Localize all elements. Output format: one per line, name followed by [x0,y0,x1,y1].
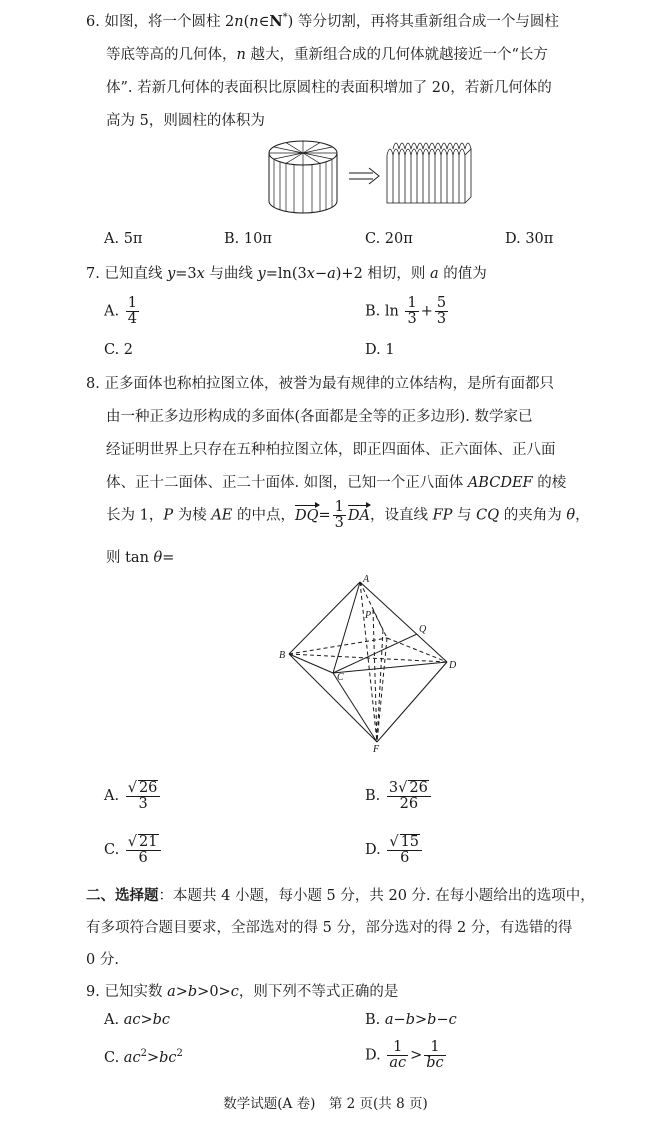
text: y [167,266,176,282]
text: 3 [138,796,148,813]
q6-option-d[interactable]: D. 30π [505,231,554,247]
text: * [282,12,288,24]
numerator [387,834,422,851]
text: =ln(3 [265,266,307,282]
octahedron-figure [275,572,465,754]
text: 体、正十二面体、正二十面体. 如图，已知一个正八面体 [106,475,468,491]
text: b [187,984,198,1000]
text: a [384,1012,394,1028]
text: 1 [424,1040,445,1056]
text: 的棱 [532,475,567,491]
text: 26 [399,796,419,813]
text: 1 [387,1040,408,1056]
text: 的中点， [232,507,295,524]
text: a [430,266,439,282]
text: > [410,1047,423,1064]
vertex-label-f: F [373,744,380,754]
text: ac [123,1012,141,1028]
text: P [163,507,174,524]
text: x [306,266,315,282]
text: 6 [138,850,148,867]
text: 7. 已知直线 [86,266,168,282]
q6-line-2 [106,43,548,64]
text: A. [104,1012,124,1028]
text: > [140,1012,153,1028]
vertex-label-q: Q [419,624,427,635]
text: = [162,550,175,566]
text: a [327,266,336,282]
fraction [126,834,161,866]
text: 长为 1， [106,507,164,524]
fraction [405,296,418,327]
text: + [420,303,433,320]
q9-stem [86,980,398,1001]
text: C. [104,1049,124,1066]
fraction [126,296,139,327]
q9-option-a[interactable] [104,1012,170,1028]
section-2-line-3: 0 分. [86,952,119,968]
vertex-label-d: D [449,660,457,671]
q8-option-d[interactable] [365,834,424,866]
radical-sign: √ [398,780,408,796]
text: n [249,14,259,30]
text: θ [153,550,163,566]
fraction [387,780,431,812]
text: 与 [452,507,477,524]
section-2-line-1 [86,884,595,905]
q6-option-b[interactable]: B. 10π [224,231,272,247]
text: ) 等分切割，再将其重新组合成一个与圆柱 [287,14,559,30]
text: 与曲线 [204,266,258,282]
numerator [387,780,431,797]
text: 越大，重新组合成的几何体就越接近一个“长方 [245,47,548,63]
text: C. [104,842,120,859]
text: bc [152,1012,171,1028]
text: CQ [476,507,500,524]
vector-da: DA [347,507,371,524]
q6-line-3: 体”. 若新几何体的表面积比原圆柱的表面积增加了 20，若新几何体的 [106,80,552,96]
text: − [314,266,328,282]
text: 15 [400,834,420,850]
radical-sign: √ [389,834,399,850]
q9-option-b[interactable] [365,1012,457,1028]
text: 的夹角为 [499,507,567,524]
q7-option-b[interactable] [365,296,450,327]
vertex-label-c: C [337,672,344,683]
q8-line-1: 8. 正多面体也称柏拉图立体，被誉为最有规律的立体结构，是所有面都只 [86,376,554,392]
text: 4 [127,311,137,328]
text: ac [389,1055,407,1072]
text: ac [123,1049,141,1066]
page-footer: 数学试题(A 卷) 第 2 页(共 8 页) [223,1096,428,1112]
text: n [234,14,244,30]
text: y [257,266,266,282]
text: 的值为 [438,266,487,282]
text: c [230,984,239,1000]
text: 为棱 [173,507,212,524]
q8-line-3: 经证明世界上只存在五种柏拉图立体，即正四面体、正六面体、正八面 [106,442,556,458]
text: 6 [400,850,410,867]
q6-option-c[interactable]: C. 20π [365,231,413,247]
text: N [269,13,283,30]
text: 1 [334,499,344,515]
text: 9. 已知实数 [86,984,168,1000]
text: c [448,1012,457,1028]
text: B. [365,1012,385,1028]
text: D. [365,842,381,859]
text: = [318,507,331,524]
text: FP [432,507,453,524]
radical-sign: √ [127,780,137,796]
q7-option-d[interactable]: D. 1 [365,342,395,358]
fraction [387,1040,408,1071]
text: > [414,1012,428,1028]
fraction [387,834,422,866]
text: 3 [334,515,344,532]
text: ，则下列不等式正确的是 [238,984,399,1000]
text: bc [159,1049,177,1066]
fraction [333,500,346,531]
text: ( [243,14,250,30]
fraction [435,296,448,327]
text: 1 [127,295,137,311]
text: ，设直线 [370,507,433,524]
text: A. [104,303,120,320]
numerator [126,834,161,851]
text: 3 [388,780,399,796]
text: A. [104,788,120,805]
vertex-label-p: P [365,610,372,621]
text: b [405,1012,415,1028]
q8-option-c[interactable] [104,834,163,866]
text: x [196,266,205,282]
fraction [126,780,161,812]
text: 二、选择题 [86,887,159,904]
text: D. [365,1047,381,1064]
text: − [393,1012,406,1028]
text: 2 [140,1048,147,1059]
text: 3 [407,311,417,328]
text: > [146,1049,160,1066]
numerator [126,780,161,797]
text: 1 [407,295,417,311]
text: 6. 如图，将一个圆柱 2 [86,14,235,30]
vertex-label-a: A [363,574,370,585]
text: n [236,47,246,63]
q8-line-2: 由一种正多边形构成的多面体(各面都是全等的正多边形). 数学家已 [106,409,533,425]
text: >0> [197,984,231,1000]
q7-option-c[interactable]: C. 2 [104,342,134,358]
text: ∈ [258,14,270,30]
text: 等底等高的几何体， [106,47,237,63]
q8-line-5 [106,500,590,531]
text: a [167,984,176,1000]
text: =3 [175,266,197,282]
text: 则 tan [106,550,154,566]
text: AE [211,507,233,524]
text: 2 [176,1048,183,1059]
text: − [436,1012,449,1028]
text: ：本题共 4 小题，每小题 5 分，共 20 分. 在每小题给出的选项中， [158,888,595,904]
text: b [427,1012,437,1028]
fraction [424,1040,445,1071]
text: )+2 相切，则 [335,266,431,282]
radical-sign: √ [127,834,138,850]
q6-option-a[interactable]: A. 5π [104,231,143,247]
section-2-line-2: 有多项符合题目要求，全部选对的得 5 分，部分选对的得 2 分，有选错的得 [86,920,573,936]
text: θ [566,507,576,524]
q6-line-4: 高为 5，则圆柱的体积为 [106,113,265,129]
text: B. [365,788,381,805]
text: 26 [138,780,158,796]
q8-line-6 [106,546,174,567]
text: bc [426,1055,444,1072]
vertex-label-b: B [279,650,286,661]
text: ， [575,507,590,524]
q8-option-b[interactable] [365,780,433,812]
q9-option-d[interactable] [365,1040,448,1071]
q8-option-a[interactable] [104,780,162,812]
text: 21 [139,834,158,850]
vector-dq: DQ [295,507,319,524]
text: B. ln [365,303,399,320]
text: ABCDEF [467,475,533,491]
text: 5 [436,295,447,311]
text: > [175,984,188,1000]
cylinder-figure [265,135,475,217]
q6-line-1 [86,10,559,31]
q7-option-a[interactable] [104,296,141,327]
q7-stem [86,262,487,283]
text: 3 [436,311,447,328]
q9-option-c[interactable] [104,1048,183,1066]
text: 26 [409,780,428,796]
q8-line-4 [106,471,566,492]
